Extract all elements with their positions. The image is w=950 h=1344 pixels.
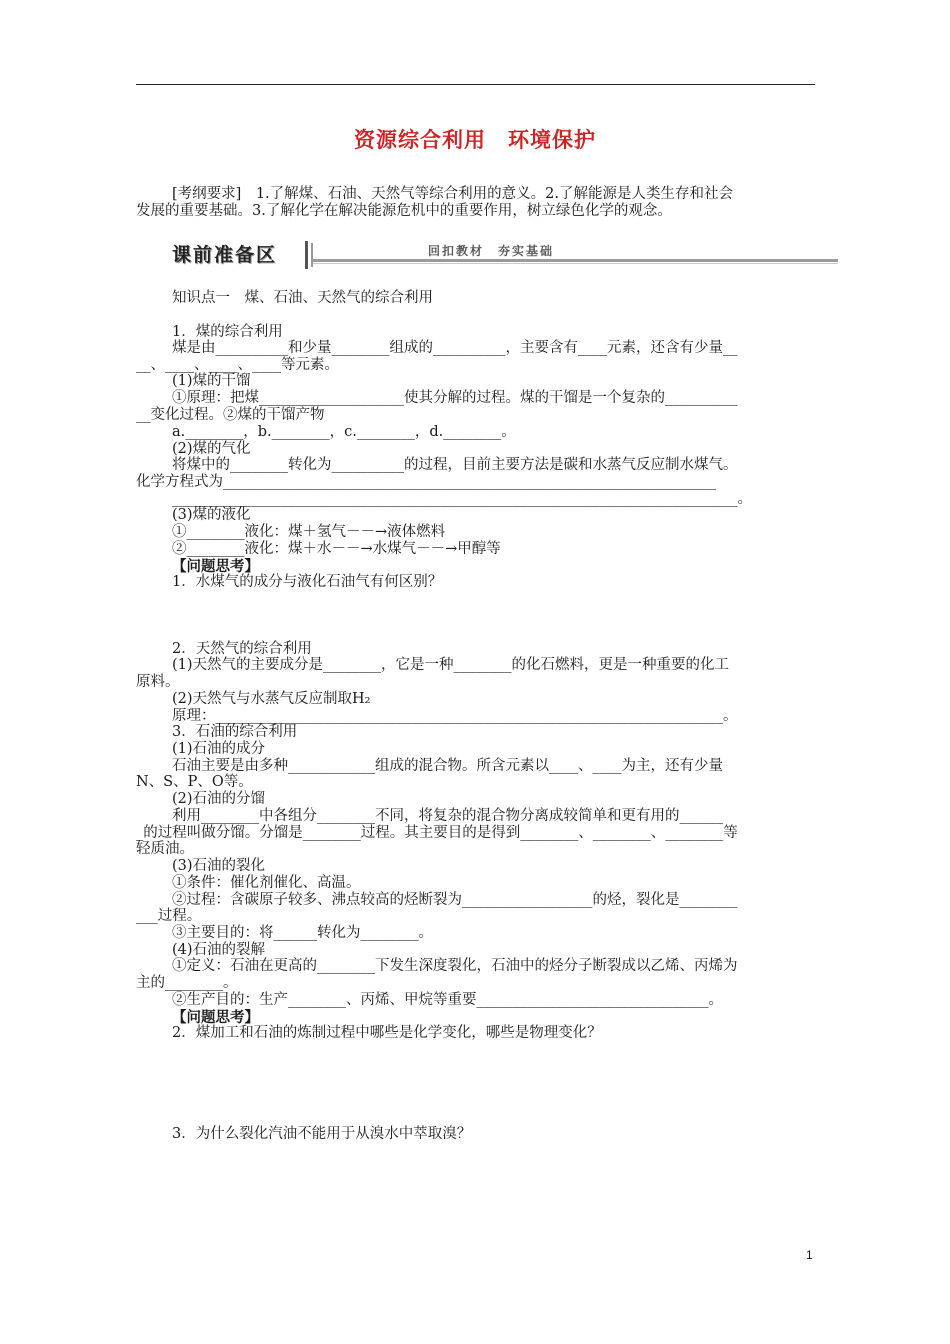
body-line: 原理：______________________________________________________________________。 (172, 708, 738, 724)
header-rule (136, 84, 815, 85)
body-line: 煤是由__________和少量________组成的__________，主要含有____元素，还含有少量__ (172, 340, 738, 356)
subsection-heading: (3)煤的液化 (172, 507, 251, 523)
banner-label: 课前准备区 (172, 244, 278, 266)
subsection-heading: (2)煤的气化 (172, 441, 251, 457)
body-line: 原料。 (136, 674, 180, 690)
body-line: _的过程叫做分馏。分馏是________过程。其主要目的是得到________、________、________等 (136, 825, 738, 841)
body-line: __变化过程。②煤的干馏产物 (136, 407, 325, 423)
body-line: ②________液化：煤＋水－－→水煤气－－→甲醇等 (172, 541, 501, 557)
question-line: 3．为什么裂化汽油不能用于从溴水中萃取溴？ (172, 1126, 472, 1142)
body-line: (1)天然气的主要成分是________，它是一种________的化石燃料，更是一种重要的化工 (172, 657, 730, 673)
body-line: ②生产目的：生产________、丙烯、甲烷等重要________________________________。 (172, 992, 723, 1008)
section-heading: 3．石油的综合利用 (172, 724, 298, 740)
body-line: ③主要目的：将______转化为________。 (172, 925, 433, 941)
body-line: ①条件：催化剂催化、高温。 (172, 875, 361, 891)
page-title: 资源综合利用 环境保护 (354, 128, 596, 152)
body-line: ①________液化：煤＋氢气－－→液体燃料 (172, 524, 446, 540)
intro-line-1: [考纲要求] 1.了解煤、石油、天然气等综合利用的意义。2.了解能源是人类生存和社会 (172, 186, 733, 202)
body-line: a.________，b.________，c.________，d.________。 (172, 424, 516, 440)
subsection-heading: (1)石油的成分 (172, 741, 266, 757)
section-heading: 1．煤的综合利用 (172, 324, 283, 340)
subsection-heading: (4)石油的裂解 (172, 942, 266, 958)
body-line: 化学方程式为____________________________________________________________________ (136, 474, 716, 490)
section-banner (172, 241, 838, 271)
banner-subtitle: 回扣教材 夯实基础 (428, 244, 555, 258)
body-line: __、____、____、____等元素。 (136, 357, 339, 373)
body-line: ①定义：石油在更高的________下发生深度裂化，石油中的烃分子断裂成以乙烯、丙烯为 (172, 958, 738, 974)
banner-rule (313, 259, 838, 262)
body-line: (2)天然气与水蒸气反应制取H₂ (172, 691, 371, 707)
body-line: 利用________中各组分________不同，将复杂的混合物分离成较简单和更有用的______ (172, 808, 723, 824)
body-line: ①原理：把煤____________________使其分解的过程。煤的干馏是一个复杂的__________ (172, 390, 738, 406)
knowledge-point-heading: 知识点一 煤、石油、天然气的综合利用 (172, 290, 433, 306)
question-line: 2．煤加工和石油的炼制过程中哪些是化学变化，哪些是物理变化？ (172, 1025, 602, 1041)
question-line: 1．水煤气的成分与液化石油气有何区别？ (172, 574, 443, 590)
subsection-heading: (3)石油的裂化 (172, 858, 266, 874)
body-line: ___过程。 (136, 908, 202, 924)
body-line: 主的________。 (136, 975, 238, 991)
body-line: ②过程：含碳原子较多、沸点较高的烃断裂为__________________的烃，裂化是________ (172, 892, 738, 908)
body-line: 轻质油。 (136, 841, 194, 857)
intro-line-2: 发展的重要基础。3.了解化学在解决能源危机中的重要作用，树立绿色化学的观念。 (136, 203, 672, 219)
question-heading: 【问题思考】 (172, 1009, 259, 1026)
banner-rule-shadow (313, 263, 838, 264)
body-line: ______________________________________________________________________________。 (172, 491, 752, 507)
page-number: 1 (806, 1248, 813, 1262)
section-heading: 2．天然气的综合利用 (172, 641, 312, 657)
subsection-heading: (2)石油的分馏 (172, 791, 266, 807)
body-line: 石油主要是由多种____________组成的混合物。所含元素以____、____为主，还有少量 (172, 758, 723, 774)
body-line: N、S、P、O等。 (136, 774, 253, 790)
subsection-heading: (1)煤的干馏 (172, 373, 251, 389)
banner-divider (305, 241, 308, 269)
question-heading: 【问题思考】 (172, 558, 259, 575)
body-line: 将煤中的________转化为__________的过程，目前主要方法是碳和水蒸气反应制水煤气。 (172, 457, 738, 473)
